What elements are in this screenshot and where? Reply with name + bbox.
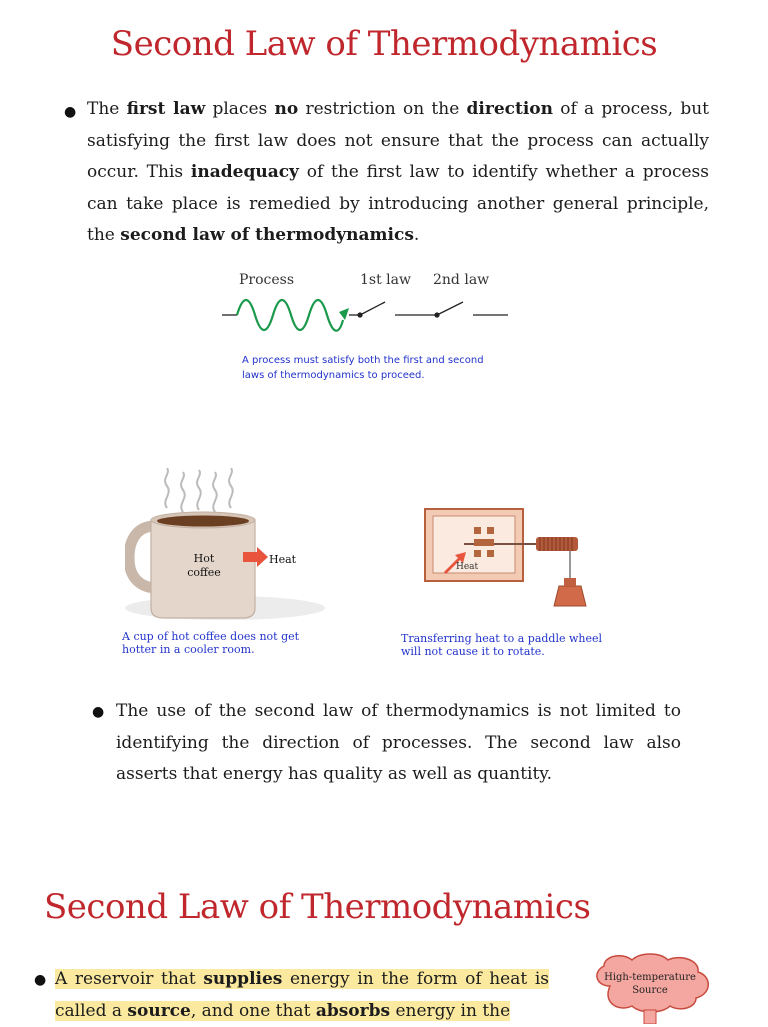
- coffee-surface: [157, 516, 249, 527]
- heat-label: Heat: [269, 553, 297, 566]
- hot-coffee-figure: [125, 468, 325, 628]
- bold-text: absorbs: [315, 1000, 391, 1021]
- mug-label-hot: Hot: [193, 552, 215, 565]
- text: energy in the: [390, 1000, 511, 1021]
- paddle-hub: [474, 539, 494, 546]
- text: of the first law to identify whether a process can take place is remedied by introducing another general principle, the: [87, 162, 709, 245]
- first-law-paragraph: [87, 94, 709, 252]
- high-temperature-source-figure: [588, 952, 718, 1024]
- process-switch-figure: [215, 262, 515, 334]
- bold-text: first law: [126, 99, 206, 119]
- text: , and one that: [190, 1000, 316, 1021]
- figure1-caption: A process must satisfy both the first and second laws of thermodynamics to proceed.: [242, 355, 484, 381]
- cloud-shape: [597, 954, 708, 1012]
- bold-text: source: [127, 1000, 191, 1021]
- text: energy in the form of heat is called a: [55, 969, 549, 1021]
- bold-text: second law of thermodynamics: [120, 225, 414, 245]
- steam-icon: [165, 468, 233, 512]
- section-title: Second Law of Thermodynamics: [44, 887, 591, 927]
- bold-text: no: [274, 99, 299, 119]
- mug-label-coffee: coffee: [187, 566, 221, 579]
- cloud-label-line1: High-temperature: [604, 972, 696, 983]
- bold-text: supplies: [203, 969, 283, 989]
- first-law-label: 1st law: [360, 272, 411, 288]
- text: The: [87, 99, 127, 119]
- bullet-marker: ●: [34, 972, 47, 988]
- paddle-blade: [487, 527, 494, 534]
- second-law-label: 2nd law: [433, 272, 490, 288]
- text: .: [413, 225, 420, 245]
- first-law-switch: [360, 302, 385, 315]
- bold-text: inadequacy: [190, 162, 299, 182]
- cloud-label-line2: Source: [632, 985, 668, 996]
- paddle-blade: [487, 550, 494, 557]
- heat-label: Heat: [456, 562, 479, 572]
- bold-text: direction: [466, 99, 553, 119]
- paddle-blade: [474, 550, 481, 557]
- figure2-caption: A cup of hot coffee does not get hotter in a cooler room.: [122, 630, 300, 656]
- reservoir-paragraph: [55, 964, 549, 1027]
- process-label: Process: [239, 272, 295, 288]
- paddle-wheel-figure: [422, 506, 600, 608]
- text: restriction on the: [298, 99, 467, 119]
- figure3-caption: Transferring heat to a paddle wheel will not cause it to rotate.: [401, 632, 603, 658]
- weight-hook: [564, 578, 576, 586]
- text: A reservoir that: [55, 969, 204, 989]
- process-wave: [237, 300, 343, 331]
- text: places: [205, 99, 275, 119]
- page-title: Second Law of Thermodynamics: [110, 24, 658, 64]
- wave-arrowhead: [339, 308, 349, 320]
- cloud-stem: [644, 1010, 656, 1024]
- paddle-blade: [474, 527, 481, 534]
- quality-paragraph: The use of the second law of thermodynamics is not limited to identifying the direction of processes. The second law also asserts that energy has quality as well as quantity.: [116, 701, 681, 784]
- bullet-marker: ●: [92, 704, 105, 720]
- text: of a process, but satisfying the first law does not ensure that the process can actually occur. This: [87, 99, 710, 182]
- bullet-marker: ●: [64, 104, 77, 120]
- hanging-weight: [554, 586, 586, 606]
- second-law-switch: [437, 302, 463, 315]
